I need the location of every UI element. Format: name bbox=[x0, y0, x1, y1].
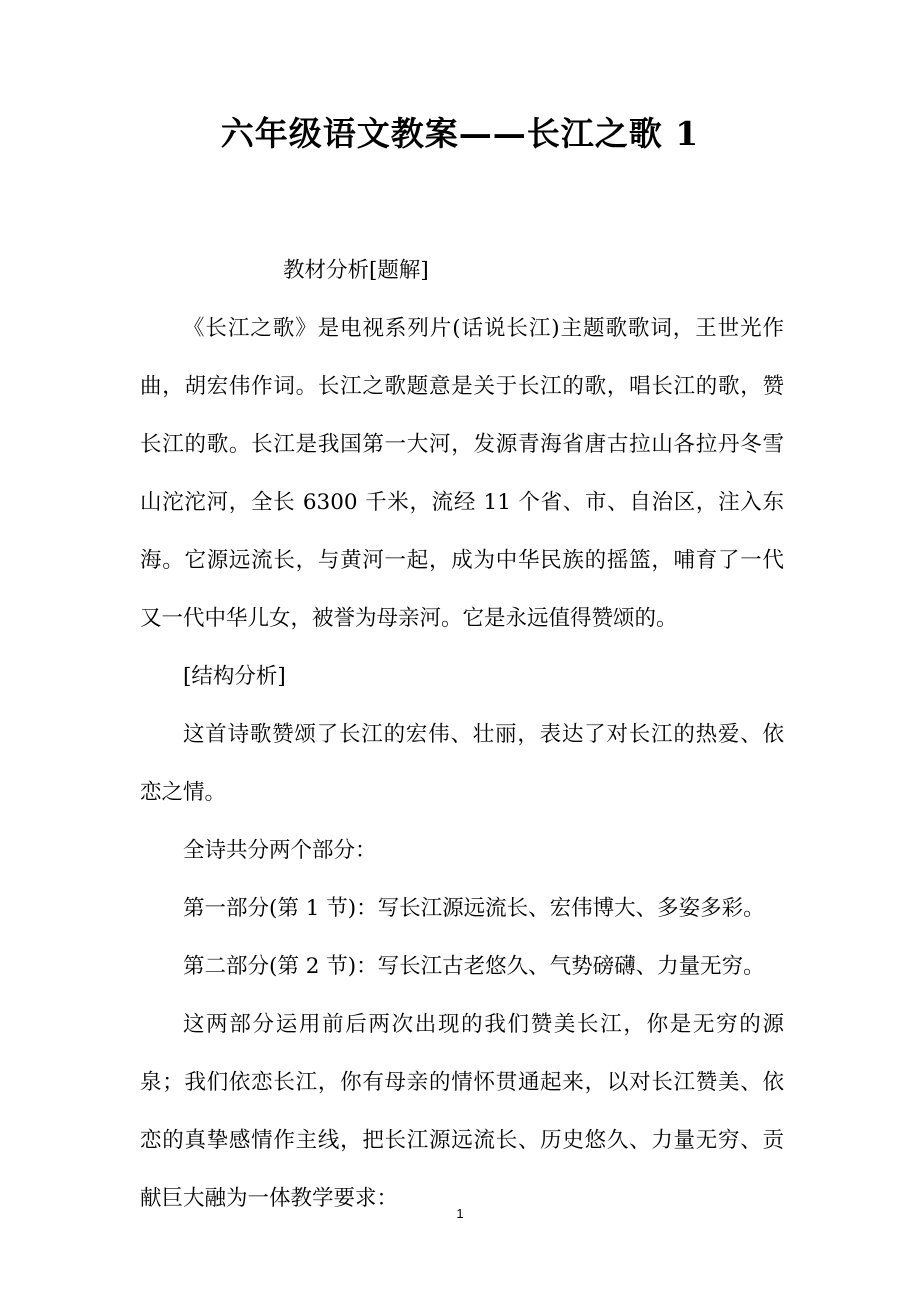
section-heading: 教材分析[题解] bbox=[283, 258, 429, 283]
paragraph-intro: 《长江之歌》是电视系列片(话说长江)主题歌歌词，王世光作曲，胡宏伟作词。长江之歌题意是关于长江的歌，唱长江的歌，赞长江的歌。长江是我国第一大河，发源青海省唐古拉山各拉丹冬雪山沱沱河，全长 6300 千米，流经 11 个省、市、自治区，注入东海。它源远流长，与黄河一起，成为中华民族的摇篮，哺育了一代又一代中华儿女，被誉为母亲河。它是永远值得赞颂的。 bbox=[140, 316, 784, 631]
paragraph-theme: 这首诗歌赞颂了长江的宏伟、壮丽，表达了对长江的热爱、依恋之情。 bbox=[140, 722, 784, 805]
document-body bbox=[140, 242, 784, 1228]
paragraph-parts: 全诗共分两个部分： bbox=[183, 838, 377, 863]
page-number: 1 bbox=[456, 1206, 464, 1221]
paragraph-part-one: 第一部分(第 1 节)：写长江源远流长、宏伟博大、多姿多彩。 bbox=[183, 896, 765, 921]
paragraph-summary: 这两部分运用前后两次出现的我们赞美长江，你是无穷的源泉；我们依恋长江，你有母亲的情怀贯通起来，以对长江赞美、依恋的真挚感情作主线，把长江源远流长、历史悠久、力量无穷、贡献巨大融为一体教学要求： bbox=[140, 1012, 784, 1211]
page-title: 六年级语文教案——长江之歌 1 bbox=[220, 114, 700, 153]
paragraph-part-two: 第二部分(第 2 节)：写长江古老悠久、气势磅礴、力量无穷。 bbox=[183, 954, 765, 979]
structure-heading: [结构分析] bbox=[183, 664, 286, 689]
